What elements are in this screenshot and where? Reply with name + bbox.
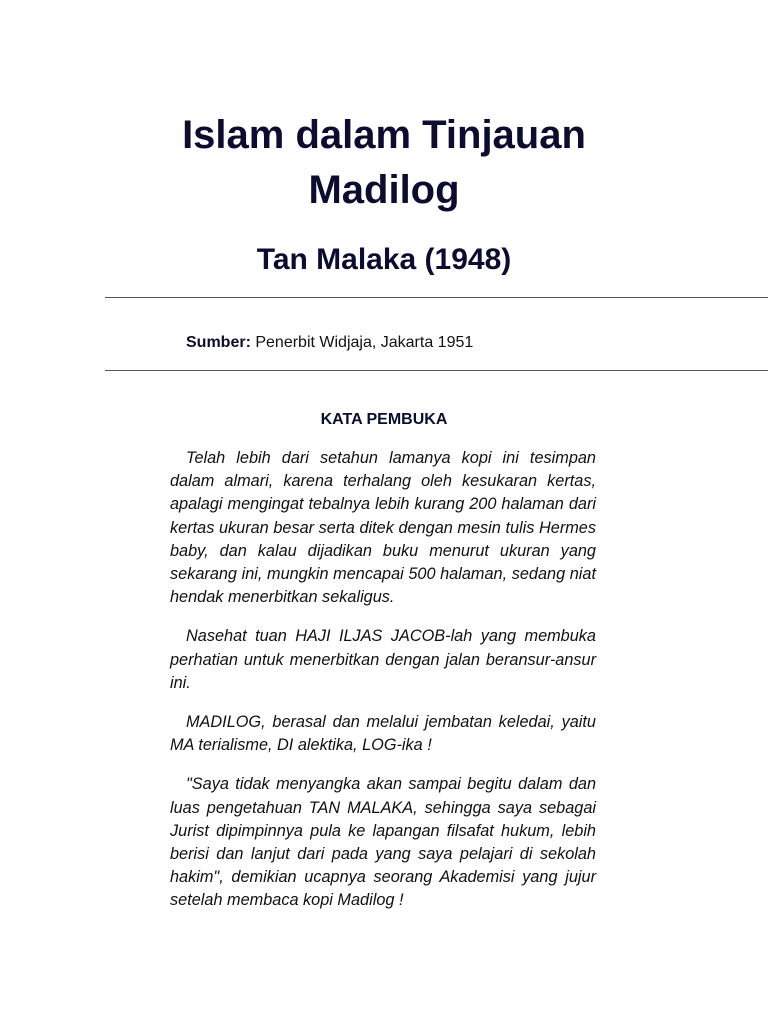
top-divider bbox=[105, 297, 768, 298]
body-text bbox=[170, 447, 596, 929]
bottom-divider bbox=[105, 370, 768, 371]
paragraph-1: Telah lebih dari setahun lamanya kopi ini tesimpan dalam almari, karena terhalang oleh kesukaran kertas, apalagi mengingat tebalnya lebih kurang 200 halaman dari kertas ukuran besar serta ditek dengan mesin tulis Hermes baby, dan kalau dijadikan buku menurut ukuran yang sekarang ini, mungkin mencapai 500 halaman, sedang niat hendak menerbitkan sekaligus. bbox=[170, 449, 596, 607]
section-heading: KATA PEMBUKA bbox=[320, 411, 448, 428]
source-line bbox=[186, 332, 473, 354]
author-heading: Tan Malaka (1948) bbox=[256, 243, 512, 276]
paragraph-3: MADILOG, berasal dan melalui jembatan keledai, yaitu MA terialisme, DI alektika, LOG-ika ! bbox=[170, 713, 596, 755]
document-title-line-2: Madilog bbox=[308, 168, 460, 212]
source-value: Penerbit Widjaja, Jakarta 1951 bbox=[255, 334, 474, 351]
document-title bbox=[0, 108, 768, 218]
document-title-line-1: Islam dalam Tinjauan bbox=[182, 113, 586, 157]
paragraph-4: "Saya tidak menyangka akan sampai begitu dalam dan luas pengetahuan TAN MALAKA, sehingga saya sebagai Jurist dipimpinnya pula ke lapangan filsafat hukum, lebih berisi dan lanjut dari pada yang saya pelajari di sekolah hakim", demikian ucapnya seorang Akademisi yang jujur setelah membaca kopi Madilog ! bbox=[170, 775, 596, 910]
paragraph-2: Nasehat tuan HAJI ILJAS JACOB-lah yang membuka perhatian untuk menerbitkan dengan jalan beransur-ansur ini. bbox=[170, 627, 596, 692]
source-label: Sumber: bbox=[186, 334, 251, 351]
